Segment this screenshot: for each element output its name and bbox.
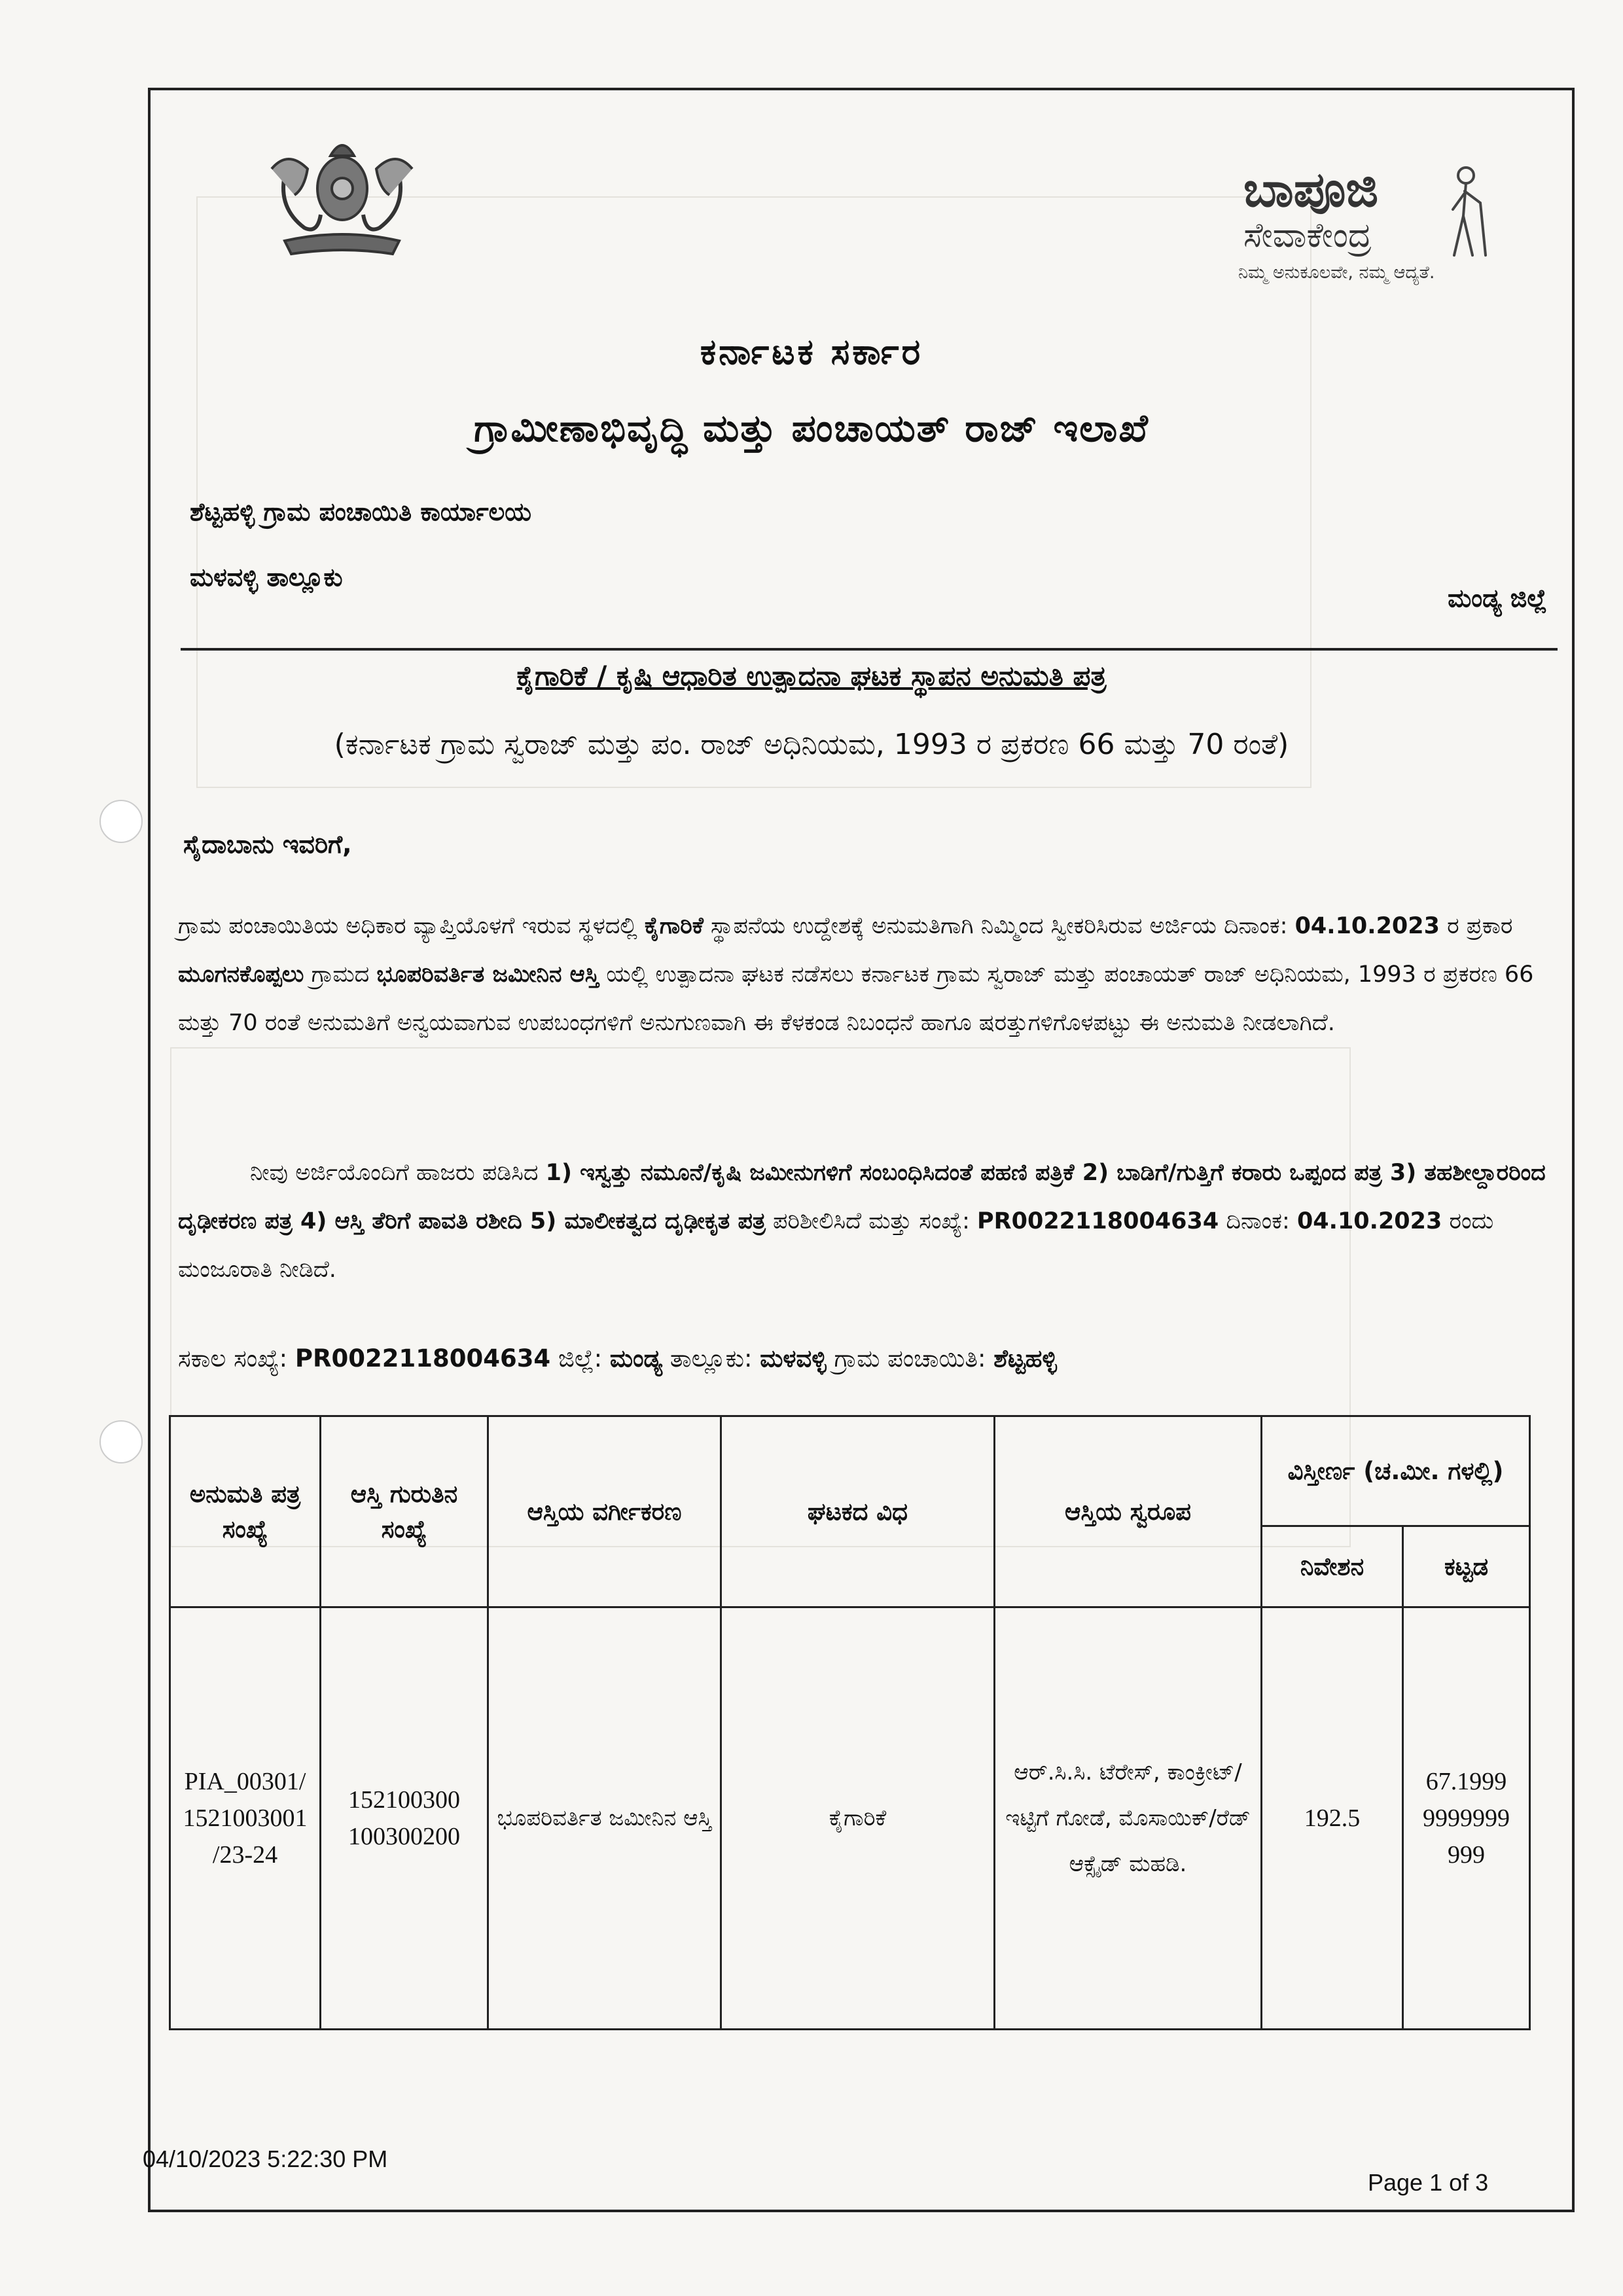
p1-text-c: ಸ್ಥಾಪನೆಯ ಉದ್ದೇಶಕ್ಕೆ ಅನುಮತಿಗಾಗಿ ನಿಮ್ಮಿಂದ ಸ್ವೀಕರಿಸಿರುವ ಅರ್ಜಿಯ ದಿನಾಂಕ:: [703, 913, 1295, 939]
header-building-area: ಕಟ್ಟಡ: [1403, 1526, 1530, 1607]
header-classification: ಆಸ್ತಿಯ ವರ್ಗೀಕರಣ: [488, 1416, 721, 1607]
p1-text-i: ಯಲ್ಲಿ ಉತ್ಪಾದನಾ ಘಟಕ ನಡೆಸಲು ಕರ್ನಾಟಕ ಗ್ರಾಮ ಸ್ವರಾಜ್ ಮತ್ತು ಪಂಚಾಯತ್ ರಾಜ್ ಅಧಿನಿಯಮ, 1993 ರ ಪ್ರಕರಣ 66 ಮತ್ತು 70 ರಂತೆ ಅನುಮತಿಗೆ ಅನ್ವಯವಾಗುವ ಉಪಬಂಧಗಳಿಗೆ ಅನುಗುಣವಾಗಿ ಈ ಕೆಳಕಂಡ ನಿಬಂಧನೆ ಹಾಗೂ ಷರತ್ತುಗಳಿಗೊಳಪಟ್ಟು ಈ ಅನುಮತಿ ನೀಡಲಾಗಿದೆ.: [178, 961, 1534, 1036]
header-divider: [181, 648, 1558, 651]
body-paragraph-2: [178, 1149, 1559, 1294]
sakala-meta-line: [178, 1344, 1057, 1373]
p2-text-a: ನೀವು ಅರ್ಜಿಯೊಂದಿಗೆ ಹಾಜರು ಪಡಿಸಿದ: [250, 1160, 546, 1186]
logo-tagline: ನಿಮ್ಮ ಅನುಕೂಲವೇ, ನಮ್ಮ ಆದ್ಯತೆ.: [1238, 262, 1435, 283]
p2-text-g: ರಂದು ಮಂಜೂರಾತಿ ನೀಡಿದೆ.: [178, 1208, 1494, 1283]
cell-site-area: 192.5: [1262, 1607, 1403, 2030]
cell-building-area: 67.1999 9999999 999: [1403, 1607, 1530, 2030]
p1-text-e: ರ ಪ್ರಕಾರ: [1440, 913, 1513, 939]
p2-text-e: ದಿನಾಂಕ:: [1219, 1208, 1297, 1234]
logo-line2: ಸೇವಾಕೇಂದ್ರ: [1243, 216, 1372, 255]
logo-line1: ಬಾಪೂಜಿ: [1243, 162, 1379, 218]
punch-hole-bottom: [99, 1420, 143, 1463]
print-timestamp: 04/10/2023 5:22:30 PM: [143, 2145, 388, 2172]
p1-purpose: ಕೈಗಾರಿಕೆ: [644, 913, 704, 939]
district-label: ಜಿಲ್ಲೆ:: [550, 1344, 610, 1372]
department-title: ಗ್ರಾಮೀಣಾಭಿವೃದ್ಧಿ ಮತ್ತು ಪಂಚಾಯತ್ ರಾಜ್ ಇಲಾಖೆ: [474, 406, 1149, 450]
taluk-label: ತಾಲ್ಲೂಕು:: [662, 1344, 760, 1372]
sakala-number: PR0022118004634: [294, 1344, 551, 1372]
table-row: [170, 1607, 1530, 2030]
office-name: ಶೆಟ್ಟಹಳ್ಳಿ ಗ್ರಾಮ ಪಂಚಾಯಿತಿ ಕಾರ್ಯಾಲಯ: [190, 497, 531, 526]
header-unit-type: ಘಟಕದ ವಿಧ: [721, 1416, 995, 1607]
header-property-id: ಆಸ್ತಿ ಗುರುತಿನ ಸಂಖ್ಯೆ: [321, 1416, 488, 1607]
header-site-area: ನಿವೇಶನ: [1262, 1526, 1403, 1607]
body-paragraph-1: [178, 902, 1559, 1047]
act-reference: (ಕರ್ನಾಟಕ ಗ್ರಾಮ ಸ್ವರಾಜ್ ಮತ್ತು ಪಂ. ರಾಜ್ ಅಧಿನಿಯಮ, 1993 ರ ಪ್ರಕರಣ 66 ಮತ್ತು 70 ರಂತೆ): [334, 728, 1289, 761]
header-permit-number: ಅನುಮತಿ ಪತ್ರ ಸಂಖ್ಯೆ: [170, 1416, 321, 1607]
p1-property-type: ಭೂಪರಿವರ್ತಿತ ಜಮೀನಿನ ಆಸ್ತಿ: [376, 961, 599, 988]
header-property-nature: ಆಸ್ತಿಯ ಸ್ವರೂಪ: [995, 1416, 1262, 1607]
gp-label: ಗ್ರಾಮ ಪಂಚಾಯಿತಿ:: [826, 1344, 994, 1372]
p2-sanction-number: PR0022118004634: [977, 1208, 1219, 1234]
punch-hole-top: [99, 800, 143, 843]
karnataka-emblem-icon: [259, 130, 425, 267]
p1-text-g: ಗ್ರಾಮದ: [304, 961, 377, 988]
p2-documents-list: 1) ಇಸ್ವತ್ತು ನಮೂನೆ/ಕೃಷಿ ಜಮೀನುಗಳಿಗೆ ಸಂಬಂಧಿಸಿದಂತೆ ಪಹಣಿ ಪತ್ರಿಕೆ 2) ಬಾಡಿಗೆ/ಗುತ್ತಿಗೆ ಕರಾರು ಒಪ್ಪಂದ ಪತ್ರ 3) ತಹಶೀಲ್ದಾರರಿಂದ ದೃಢೀಕರಣ ಪತ್ರ 4) ಆಸ್ತಿ ತೆರಿಗೆ ಪಾವತಿ ರಶೀದಿ 5) ಮಾಲೀಕತ್ವದ ದೃಢೀಕೃತ ಪತ್ರ: [178, 1160, 1546, 1234]
header-area: ವಿಸ್ತೀರ್ಣ (ಚ.ಮೀ. ಗಳಲ್ಲಿ): [1262, 1416, 1530, 1526]
p1-application-date: 04.10.2023: [1294, 913, 1440, 939]
sakala-label: ಸಕಾಲ ಸಂಖ್ಯೆ:: [178, 1344, 295, 1372]
salutation: ಸೈದಾಬಾನು ಇವರಿಗೆ,: [183, 830, 352, 859]
government-title: ಕರ್ನಾಟಕ ಸರ್ಕಾರ: [700, 331, 923, 372]
cell-permit-number: PIA_00301/ 1521003001 /23-24: [170, 1607, 321, 2030]
taluk-name: ಮಳವಳ್ಳಿ ತಾಲ್ಲೂಕು: [190, 563, 343, 592]
permit-details-table: [169, 1415, 1531, 2030]
cell-property-nature: ಆರ್.ಸಿ.ಸಿ. ಟೆರೇಸ್, ಕಾಂಕ್ರೀಟ್/ಇಟ್ಟಿಗೆ ಗೋಡೆ, ಮೊಸಾಯಿಕ್/ರೆಡ್ ಆಕ್ಸೈಡ್ ಮಹಡಿ.: [995, 1607, 1262, 2030]
p1-village: ಮೂಗನಕೊಪ್ಪಲು: [178, 961, 304, 988]
document-subject: ಕೈಗಾರಿಕೆ / ಕೃಷಿ ಆಧಾರಿತ ಉತ್ಪಾದನಾ ಘಟಕ ಸ್ಥಾಪನ ಅನುಮತಿ ಪತ್ರ: [516, 660, 1107, 692]
p2-sanction-date: 04.10.2023: [1296, 1208, 1442, 1234]
bapuji-sevakendra-logo: [1230, 164, 1505, 295]
cell-classification: ಭೂಪರಿವರ್ತಿತ ಜಮೀನಿನ ಆಸ್ತಿ: [488, 1607, 721, 2030]
gandhi-silhouette-icon: [1435, 164, 1500, 262]
district-name: ಮಂಡ್ಯ ಜಿಲ್ಲೆ: [1448, 584, 1547, 613]
meta-taluk: ಮಳವಳ್ಳಿ: [760, 1344, 827, 1372]
cell-property-id: 152100300 100300200: [321, 1607, 488, 2030]
meta-district: ಮಂಡ್ಯ: [609, 1344, 663, 1372]
page-number: Page 1 of 3: [1368, 2169, 1489, 2196]
meta-gram-panchayat: ಶೆಟ್ಟಹಳ್ಳಿ: [993, 1344, 1057, 1372]
p2-text-c: ಪರಿಶೀಲಿಸಿದೆ ಮತ್ತು ಸಂಖ್ಯೆ:: [765, 1208, 978, 1234]
cell-unit-type: ಕೈಗಾರಿಕೆ: [721, 1607, 995, 2030]
p1-text-a: ಗ್ರಾಮ ಪಂಚಾಯಿತಿಯ ಅಧಿಕಾರ ವ್ಯಾಪ್ತಿಯೊಳಗೆ ಇರುವ ಸ್ಥಳದಲ್ಲಿ: [178, 913, 645, 939]
